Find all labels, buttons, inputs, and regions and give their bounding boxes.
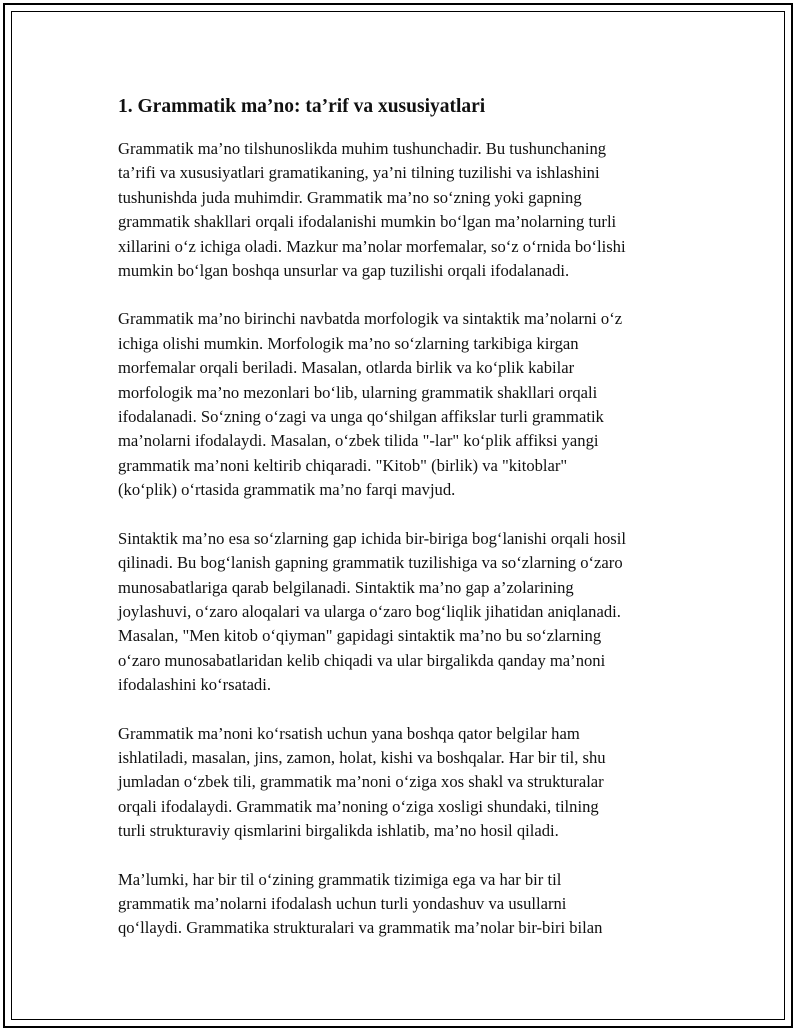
paragraph-5: Ma’lumki, har bir til o‘zining grammatik tizimiga ega va har bir til grammatik ma’nolarni ifodalash uchun turli yondashuv va usullarni qo‘llaydi. Grammatika strukturalari va grammatik ma’nolar bir-biri bilan <box>118 869 603 938</box>
paragraph-1: Grammatik ma’no tilshunoslikda muhim tushunchadir. Bu tushunchaning ta’rifi va xususiyatlari gramatikaning, ya’ni tilning tuzilishi va ishlashini tushunishda juda muhimdir. Grammatik ma’no so‘zning yoki gapning grammatik shakllari orqali ifodalanishi mumkin bo‘lgan ma’nolarning turli xillarini o‘z ichiga oladi. Mazkur ma’nolar morfemalar, so‘z o‘rnida bo‘lishi mumkin bo‘lgan boshqa unsurlar va gap tuzilishi orqali ifodalanadi. <box>118 139 626 281</box>
paragraph-2: Grammatik ma’no birinchi navbatda morfologik va sintaktik ma’nolarni o‘z ichiga olishi mumkin. Morfologik ma’no so‘zlarning tarkibiga kirgan morfemalar orqali beriladi. Masalan, otlarda birlik va ko‘plik kabilar morfologik ma’no mezonlari bo‘lib, ularning grammatik shakllari orqali ifodalanadi. So‘zning o‘zagi va unga qo‘shilgan affikslar turli grammatik ma’nolarni ifodalaydi. Masalan, o‘zbek tilida "-lar" ko‘plik affiksi yangi grammatik ma’noni keltirib chiqaradi. "Kitob" (birlik) va "kitoblar" (ko‘plik) o‘rtasida grammatik ma’no farqi mavjud. <box>118 309 623 500</box>
paragraph-3: Sintaktik ma’no esa so‘zlarning gap ichida bir-biriga bog‘lanishi orqali hosil qilinadi. Bu bog‘lanish gapning grammatik tuzilishiga va so‘zlarning o‘zaro munosabatlariga qarab belgilanadi. Sintaktik ma’no gap a’zolarining joylashuvi, o‘zaro aloqalari va ularga o‘zaro bog‘liqlik jihatidan aniqlanadi. Masalan, "Men kitob o‘qiyman" gapidagi sintaktik ma’no bu so‘zlarning o‘zaro munosabatlaridan kelib chiqadi va ular birgalikda qanday ma’noni ifodalashini ko‘rsatadi. <box>118 528 626 695</box>
paragraph-4: Grammatik ma’noni ko‘rsatish uchun yana boshqa qator belgilar ham ishlatiladi, masalan, jins, zamon, holat, kishi va boshqalar. Har bir til, shu jumladan o‘zbek tili, grammatik ma’noni o‘ziga xos shakl va strukturalar orqali ifodalaydi. Grammatik ma’noning o‘ziga xosligi shundaki, tilning turli strukturaviy qismlarini birgalikda ishlatib, ma’no hosil qiladi. <box>118 723 606 841</box>
section-heading: 1. Grammatik ma’no: ta’rif va xususiyatlari <box>118 96 486 117</box>
document-body <box>118 94 698 965</box>
